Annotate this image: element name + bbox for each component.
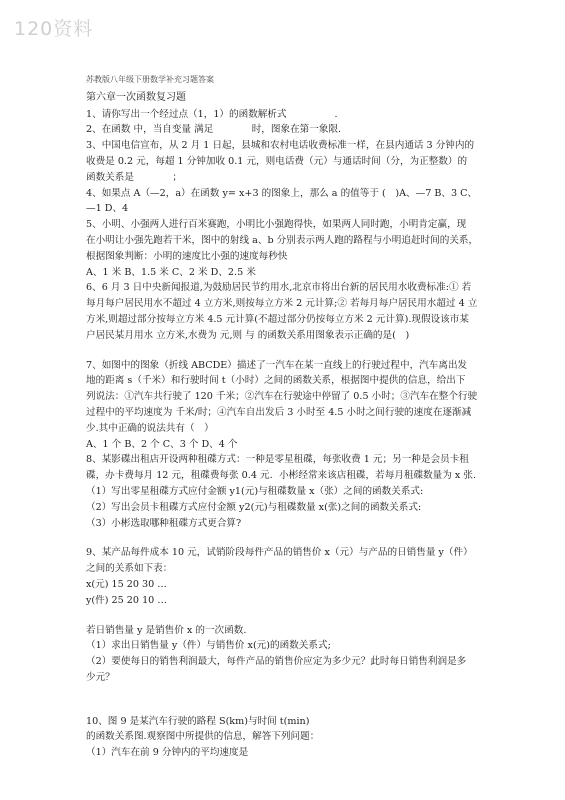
question-4 xyxy=(86,186,506,218)
text-line: 4、如果点 A（—2，a）在函数 y= x+3 的图象上，那么 a 的值等于 ( )A、—7 B、3 C、 xyxy=(86,187,478,199)
table-row-x: x(元) 15 20 30 … xyxy=(86,578,167,590)
text-line: （1）汽车在前 9 分钟内的平均速度是 xyxy=(86,747,249,759)
question-1 xyxy=(86,107,506,123)
text-line: 在小明让小强先跑若干米，图中的射线 a、b 分别表示两人跑的路程与小明追赶时间的关系， xyxy=(86,234,479,246)
text-line: （3）小彬选取哪种租碟方式更合算? xyxy=(86,517,242,529)
text-line: —1 D、4 xyxy=(86,203,129,215)
text-line: 若日销售量 y 是销售价 x 的一次函数. xyxy=(86,624,247,636)
text-line: （2）要使每日的销售利润最大，每件产品的销售价应定为多少元？此时每日销售利润是多 xyxy=(86,656,467,668)
text-line: 方米,则超过部分按每立方米 4.5 元计算(不超过部分仍按每立方米 2 元计算).现假设该市某 xyxy=(86,313,469,325)
text-line: 收费是 0.2 元，每超 1 分钟加收 0.1 元，则电话费（元）与通话时间（分，为正整数）的 xyxy=(86,155,468,167)
question-9-parts xyxy=(86,623,506,686)
text-line: 过程中的平均速度为 千米/时；④汽车自出发后 3 小时至 4.5 小时之间行驶的速度在逐渐减 xyxy=(86,406,472,418)
text-line: （2）写出会员卡租碟方式应付金额 y2(元)与租碟数量 x(张)之间的函数关系式: xyxy=(86,501,422,513)
watermark-logo: 120资料 xyxy=(14,18,94,40)
document-title: 苏教版八年级下册数学补充习题答案 xyxy=(86,75,214,84)
document-body xyxy=(86,72,506,761)
text-line: 3、中国电信宣布，从 2 月 1 日起，县城和农村电话收费标准一样，在县内通话 3 分钟内的 xyxy=(86,140,475,152)
question-5 xyxy=(86,217,506,280)
text-line: 6、6 月 3 日中央新闻报道,为鼓励居民节约用水,北京市将出台新的居民用水收费标准:① 若 xyxy=(86,282,472,294)
question-7 xyxy=(86,358,506,453)
text-line: A、1 米 B、1.5 米 C、2 米 D、2.5 米 xyxy=(86,266,256,278)
text-line: 10、图 9 是某汽车行驶的路程 S(km)与时间 t(min) xyxy=(86,715,310,727)
text-line: 8、某影碟出租店开设两种租碟方式：一种是零星租碟，每张收费 1 元；另一种是会员卡租 xyxy=(86,454,469,466)
text-line: 9、某产品每件成本 10 元，试销阶段每件产品的销售价 x（元）与产品的日销售量 y（件） xyxy=(86,547,473,559)
text-line: 5、小明、小强两人进行百米赛跑，小明比小强跑得快，如果两人同时跑，小明肯定赢，现 xyxy=(86,219,467,231)
text-line: （1）求出日销售量 y（件）与销售价 x(元)的函数关系式; xyxy=(86,640,331,652)
text-line: 7、如图中的图象（折线 ABCDE）描述了一汽车在某一直线上的行驶过程中，汽车离出发 xyxy=(86,359,468,371)
question-10 xyxy=(86,714,506,761)
text-line: A、1 个 B、2 个 C、3 个 D、4 个 xyxy=(86,438,238,450)
text-line: （1）写出零星租碟方式应付金额 y1(元)与租碟数量 x（张）之间的函数关系式: xyxy=(86,485,424,497)
question-8 xyxy=(86,452,506,531)
table-row-y: y(件) 25 20 10 … xyxy=(86,594,167,606)
question-3 xyxy=(86,138,506,185)
question-9 xyxy=(86,545,506,608)
text-line: 少元？ xyxy=(86,671,115,683)
text-line: 之间的关系如下表： xyxy=(86,563,173,575)
text-line: 户居民某月用水 立方米,水费为 元,则 与 的函数关系用图象表示正确的是( ) xyxy=(86,329,410,341)
question-6 xyxy=(86,280,506,343)
text-line: 的函数关系图.观察图中所提供的信息，解答下列问题： xyxy=(86,731,320,743)
text-line: 碟，办卡费每月 12 元，租碟费每张 0.4 元．小彬经常来该店租碟，若每月租碟数量为 x 张. xyxy=(86,470,477,482)
text-line: 2、在函数 中，当自变量 满足 时，图象在第一象限. xyxy=(86,124,342,136)
chapter-title: 第六章一次函数复习题 xyxy=(86,91,186,103)
text-line: 地的距离 s（千米）和行驶时间 t（小时）之间的函数关系，根据图中提供的信息，给出下 xyxy=(86,375,466,387)
text-line: 列说法：①汽车共行驶了 120 千米；②汽车在行驶途中停留了 0.5 小时；③汽车在整个行驶 xyxy=(86,391,478,403)
text-line: 1、请你写出一个经过点（1，1）的函数解析式 . xyxy=(86,108,338,120)
text-line: 根据图象判断：小明的速度比小强的速度每秒快 xyxy=(86,250,288,262)
text-line: 函数关系是 ； xyxy=(86,171,182,183)
text-line: 少.其中正确的说法共有（ ） xyxy=(86,422,214,434)
question-2 xyxy=(86,122,506,138)
text-line: 每月每户居民用水不超过 4 立方米,则按每立方米 2 元计算;② 若每月每户居民用水超过 4 立 xyxy=(86,298,478,310)
